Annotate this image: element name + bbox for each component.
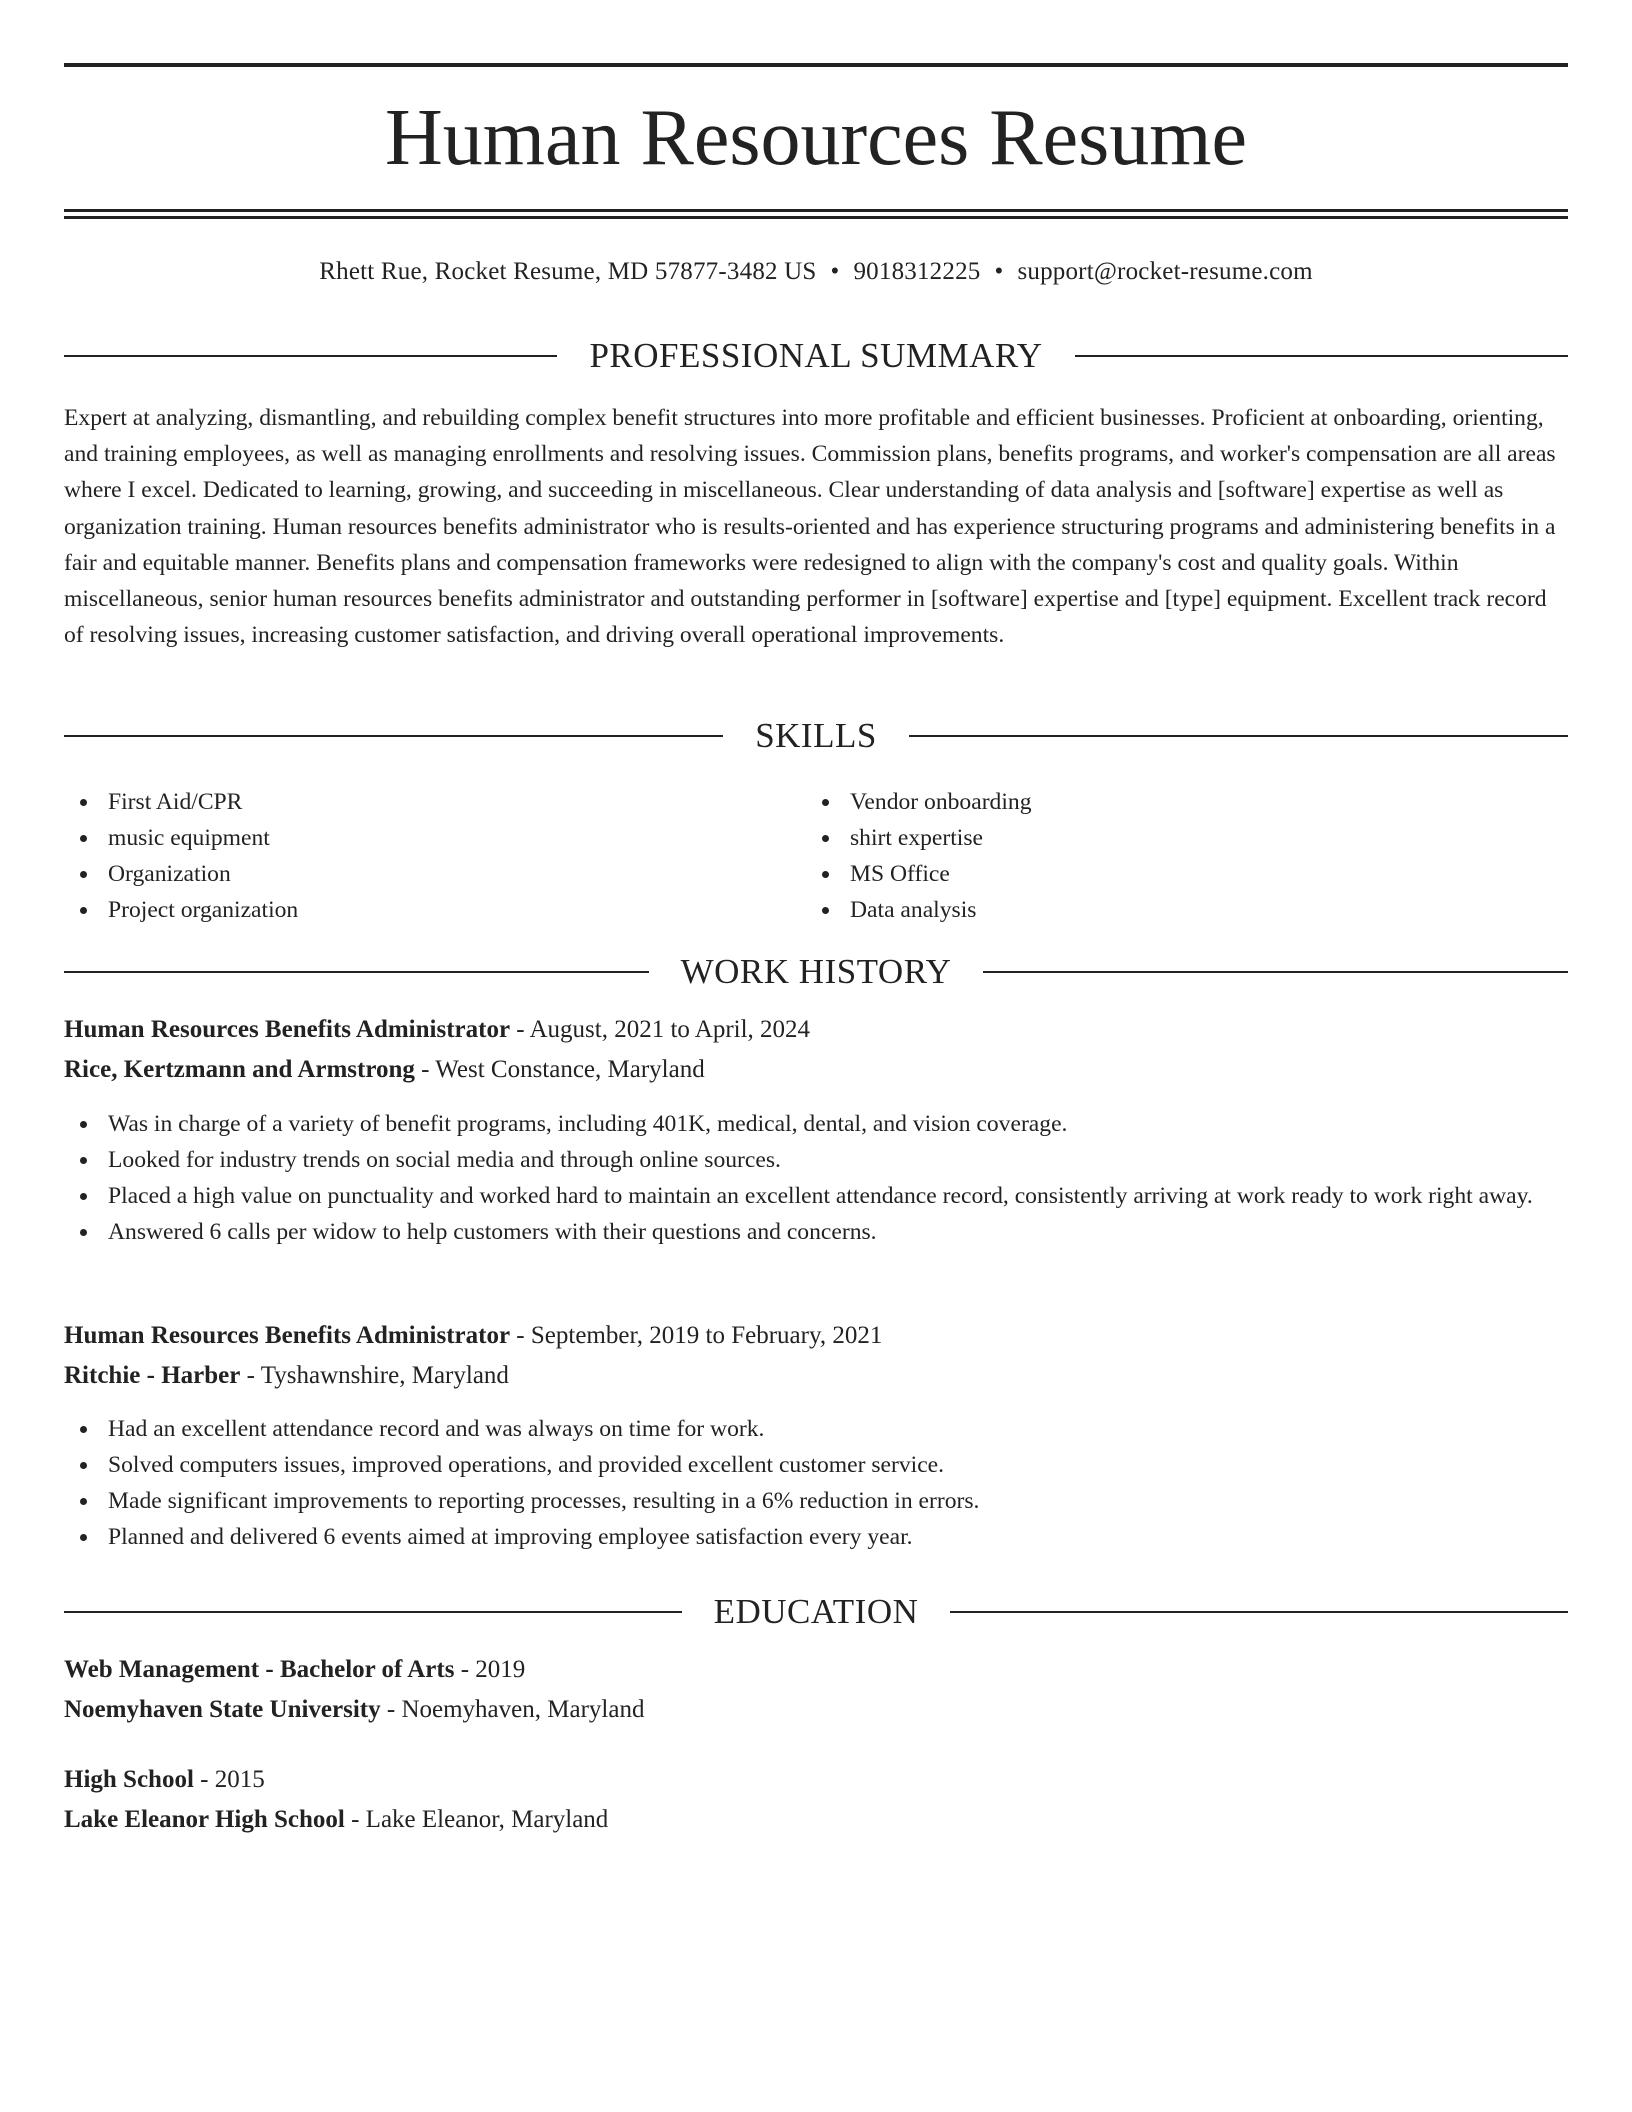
school-location: - Noemyhaven, Maryland <box>380 1696 645 1723</box>
duty-item: Solved computers issues, improved operations, and provided excellent customer service. <box>64 1447 1568 1483</box>
contact-address: Rhett Rue, Rocket Resume, MD 57877-3482 US <box>319 258 817 285</box>
duty-item: Planned and delivered 6 events aimed at improving employee satisfaction every year. <box>64 1519 1568 1555</box>
school-location: - Lake Eleanor, Maryland <box>344 1806 609 1833</box>
contact-email: support@rocket-resume.com <box>1017 258 1313 285</box>
job-company-line <box>64 1050 1568 1090</box>
degree-line <box>64 1650 1568 1690</box>
company-location: - West Constance, Maryland <box>414 1056 705 1083</box>
skill-item: First Aid/CPR <box>64 784 806 820</box>
divider <box>1075 355 1568 357</box>
divider <box>64 355 557 357</box>
skill-item: music equipment <box>64 820 806 856</box>
degree-year: - 2015 <box>193 1766 265 1793</box>
skill-item: MS Office <box>806 856 1548 892</box>
duty-item: Placed a high value on punctuality and worked hard to maintain an excellent attendance record, consistently arriving at work ready to work right away. <box>64 1178 1568 1214</box>
school-line <box>64 1800 1568 1840</box>
divider <box>64 1611 682 1613</box>
skills-list <box>64 784 1568 928</box>
divider <box>950 1611 1568 1613</box>
contact-separator: • <box>830 258 840 285</box>
section-title: SKILLS <box>755 716 877 755</box>
duty-item: Answered 6 calls per widow to help customers with their questions and concerns. <box>64 1214 1568 1250</box>
duty-item: Made significant improvements to reporting processes, resulting in a 6% reduction in errors. <box>64 1483 1568 1519</box>
summary-paragraph: Expert at analyzing, dismantling, and rebuilding complex benefit structures into more profitable and efficient businesses. Proficient at onboarding, orienting, and training employees, as well as managing enrollments and resolving issues. Commission plans, benefits programs, and worker's compensation are all areas where I excel. Dedicated to learning, growing, and succeeding in miscellaneous. Clear understanding of data analysis and [software] expertise as well as organization training. Human resources benefits administrator who is results-oriented and has experience structuring programs and administering benefits in a fair and equitable manner. Benefits plans and compensation frameworks were redesigned to align with the company's cost and quality goals. Within miscellaneous, senior human resources benefits administrator and outstanding performer in [software] expertise and [type] equipment. Excellent track record of resolving issues, increasing customer satisfaction, and driving overall operational improvements. <box>64 405 1556 649</box>
degree-year: - 2019 <box>454 1656 526 1683</box>
duty-item: Looked for industry trends on social media and through online sources. <box>64 1142 1568 1178</box>
job-dates: - September, 2019 to February, 2021 <box>510 1322 883 1349</box>
skills-column-left <box>64 784 806 928</box>
divider <box>64 735 723 737</box>
job-title: Human Resources Benefits Administrator <box>64 1016 511 1043</box>
degree-name: High School <box>64 1766 194 1793</box>
contact-line <box>64 254 1568 290</box>
duty-item: Was in charge of a variety of benefit programs, including 401K, medical, dental, and vision coverage. <box>64 1106 1568 1142</box>
divider <box>983 971 1568 973</box>
section-title: WORK HISTORY <box>680 952 952 991</box>
school-line <box>64 1690 1568 1730</box>
contact-phone: 9018312225 <box>853 258 981 285</box>
school-name: Noemyhaven State University <box>64 1696 381 1723</box>
job-dates: - August, 2021 to April, 2024 <box>510 1016 811 1043</box>
job-title-line <box>64 1316 1568 1356</box>
skill-item: Organization <box>64 856 806 892</box>
title-double-rule-lower <box>64 216 1568 219</box>
degree-name: Web Management - Bachelor of Arts <box>64 1656 455 1683</box>
section-header-education <box>64 1590 1568 1634</box>
job-title-line <box>64 1010 1568 1050</box>
school-name: Lake Eleanor High School <box>64 1806 345 1833</box>
company-name: Rice, Kertzmann and Armstrong <box>64 1056 415 1083</box>
company-location: - Tyshawnshire, Maryland <box>240 1362 509 1389</box>
skill-item: shirt expertise <box>806 820 1548 856</box>
job-duties-list <box>64 1411 1568 1555</box>
divider <box>64 971 649 973</box>
top-rule <box>64 63 1568 67</box>
section-header-skills <box>64 714 1568 758</box>
skill-item: Vendor onboarding <box>806 784 1548 820</box>
contact-separator: • <box>994 258 1004 285</box>
degree-line <box>64 1760 1568 1800</box>
section-header-work <box>64 950 1568 994</box>
section-title: EDUCATION <box>713 1592 919 1631</box>
resume-title: Human Resources Resume <box>384 94 1248 182</box>
job-title: Human Resources Benefits Administrator <box>64 1322 511 1349</box>
section-title: PROFESSIONAL SUMMARY <box>589 336 1043 375</box>
skill-item: Project organization <box>64 892 806 928</box>
job-company-line <box>64 1356 1568 1396</box>
title-double-rule-upper <box>64 209 1568 212</box>
skill-item: Data analysis <box>806 892 1548 928</box>
company-name: Ritchie - Harber <box>64 1362 241 1389</box>
section-header-summary <box>64 334 1568 378</box>
divider <box>909 735 1568 737</box>
job-duties-list <box>64 1106 1568 1250</box>
skills-column-right <box>806 784 1548 928</box>
duty-item: Had an excellent attendance record and was always on time for work. <box>64 1411 1568 1447</box>
